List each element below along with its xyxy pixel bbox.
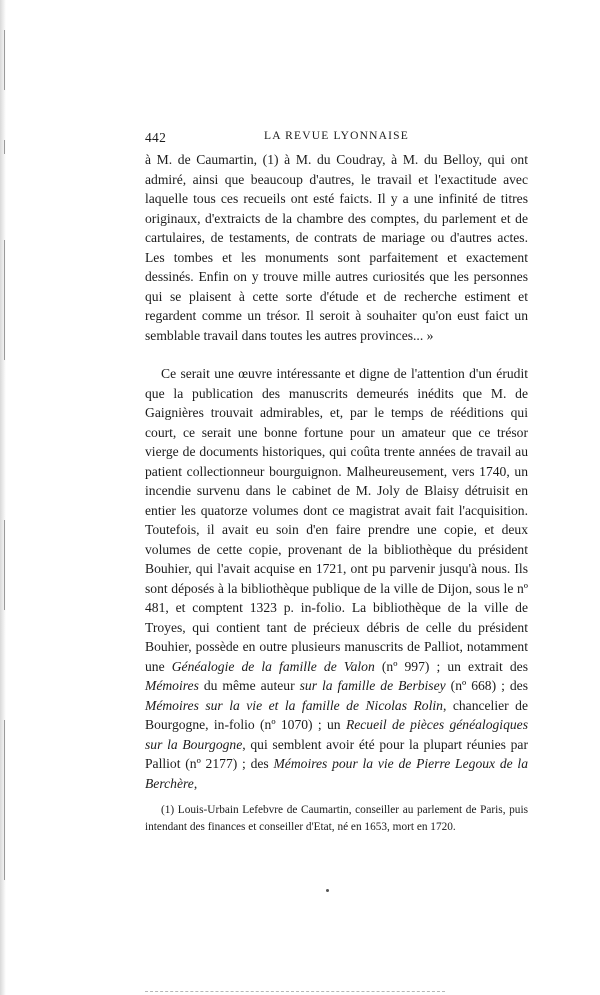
footnote: (1) Louis-Urbain Lefebvre de Caumartin, conseiller au parlement de Paris, puis intendant des finances et conseiller d'Etat, né en 1653, mort en 1720. (145, 804, 528, 833)
text-run: , chancelier de Bourgogne, in-folio (nº 1070) ; un (145, 697, 528, 732)
journal-title: LA REVUE LYONNAISE (263, 130, 410, 142)
italic-title: Recueil de pièces généalogiques sur la Bourgogne (145, 717, 528, 752)
italic-title: Mémoires (145, 678, 199, 693)
page-binding-shadow (0, 0, 6, 995)
text-run: (nº 668) ; des (445, 678, 528, 693)
paragraph-quotation-end (145, 150, 528, 345)
scan-edge-mark (4, 240, 5, 360)
page-speck (326, 889, 329, 892)
body-text (145, 150, 528, 793)
text-run: (nº 997) ; un extrait des (374, 658, 528, 674)
italic-title: Mémoires pour la vie de Pierre Legoux de la Berchère (145, 756, 529, 791)
scan-edge-mark (4, 720, 5, 880)
scan-edge-mark (4, 520, 5, 610)
paragraph-palliot-manuscripts (145, 364, 528, 793)
page-bottom-edge (145, 991, 445, 993)
text-run: Ce serait une œuvre intéressante et digne de l'attention d'un érudit que la publication des manuscrits demeurés inédits que M. de Gaignières trouvait admirables, et, par le temps de rééditions qui court, ce serait une bonne fortune pour un amateur que ce trésor vierge de documents historiques, qui coûta trente années de travail au patient collectionneur bourguignon. Malheureusement, vers 1740, un incendie survenu dans le cabinet de M. Joly de Blaisy détruisit en entier les quatorze volumes dont ce magistrat avait fait l'acquisition. Toutefois, il avait eu soin d'en faire prendre une copie, et deux volumes de cette copie, provenant de la bibliothèque du président Bouhier, qui l'avait acquise en 1721, ont pu parvenir jusqu'à nous. Ils sont déposés à la bibliothèque publique de la ville de Dijon, sous le nº 481, et comptent 1323 p. in-folio. La bibliothèque de la ville de Troyes, qui contient tant de précieux débris de celle du président Bouhier, possède en outre plusieurs manuscrits de Palliot, notamment une (145, 366, 528, 674)
running-head (145, 130, 528, 150)
text-run: , qui semblent avoir été pour la plupart réunies par Palliot (nº 2177) ; des (145, 736, 528, 771)
page-number: 442 (145, 130, 167, 145)
italic-title: sur la famille de Berbisey (299, 678, 446, 693)
scan-edge-mark (4, 30, 5, 90)
text-run: ) à M. du Coudray, à M. du Belloy, qui ont admiré, ainsi que beaucoup d'autres, le travail et l'exactitude avec laquelle tous ces recueils ont esté faicts. Il y a une infinité de titres originaux, d'extraicts de la chambre des comptes, du parlement et de cartulaires, de testaments, de contrats de mariage ou d'autres actes. Les tombes et les monuments sont parfaitement et exactement dessinés. Enfin on y trouve mille autres curiosités que les personnes qui se plaisent à cette sorte d'étude et de recherche estiment et regardent comme un trésor. Il seroit à souhaiter qu'on eust faict un semblable travail dans toutes les autres provinces... » (145, 152, 528, 343)
text-run: , (193, 775, 198, 791)
footnote-reference: 1 (267, 152, 275, 167)
text-run: du même auteur (198, 678, 300, 693)
text-run: à M. de Caumartin, ( (145, 152, 268, 167)
scan-edge-mark (4, 140, 5, 154)
italic-title: Mémoires sur la vie et la famille de Nicolas Rolin (145, 697, 443, 713)
italic-title: Généalogie de la famille de Valon (171, 658, 375, 674)
